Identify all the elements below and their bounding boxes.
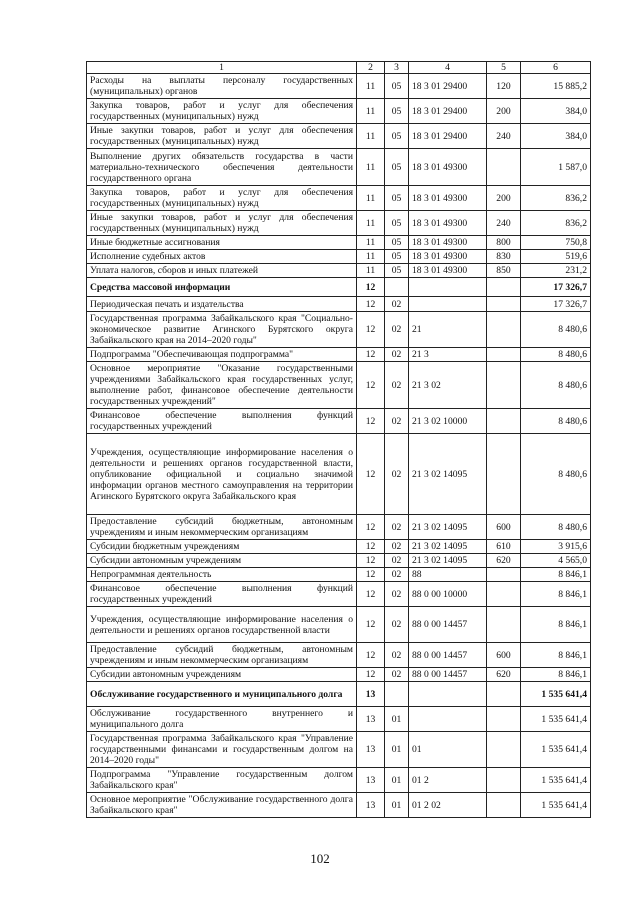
row-section: 11 — [357, 149, 385, 186]
header-cell: 3 — [385, 62, 409, 74]
header-row — [87, 62, 591, 74]
row-target-article: 21 3 — [409, 348, 487, 362]
row-amount: 17 326,7 — [521, 297, 591, 312]
row-section: 11 — [357, 236, 385, 250]
table-row — [87, 568, 591, 582]
row-subsection: 02 — [385, 297, 409, 312]
row-section: 12 — [357, 312, 385, 348]
row-amount: 1 587,0 — [521, 149, 591, 186]
row-name: Субсидии автономным учреждениям — [87, 668, 357, 682]
row-expense-type: 600 — [487, 643, 521, 668]
row-expense-type — [487, 434, 521, 515]
row-amount: 231,2 — [521, 264, 591, 278]
table-row — [87, 732, 591, 768]
row-name: Закупка товаров, работ и услуг для обеспечения государственных (муниципальных) нужд — [87, 186, 357, 211]
row-subsection: 01 — [385, 768, 409, 793]
row-name: Обслуживание государственного и муниципального долга — [87, 682, 357, 707]
row-target-article: 88 0 00 14457 — [409, 643, 487, 668]
row-name: Уплата налогов, сборов и иных платежей — [87, 264, 357, 278]
row-target-article: 18 3 01 29400 — [409, 74, 487, 99]
row-subsection — [385, 682, 409, 707]
row-expense-type — [487, 707, 521, 732]
row-name: Иные закупки товаров, работ и услуг для обеспечения государственных (муниципальных) нужд — [87, 124, 357, 149]
row-target-article — [409, 278, 487, 297]
row-amount: 836,2 — [521, 211, 591, 236]
row-expense-type — [487, 409, 521, 434]
row-amount: 8 846,1 — [521, 582, 591, 607]
row-expense-type: 200 — [487, 186, 521, 211]
row-target-article: 18 3 01 49300 — [409, 149, 487, 186]
row-amount: 1 535 641,4 — [521, 682, 591, 707]
row-target-article: 21 — [409, 312, 487, 348]
header-cell: 6 — [521, 62, 591, 74]
row-expense-type — [487, 297, 521, 312]
row-amount: 1 535 641,4 — [521, 732, 591, 768]
row-expense-type: 800 — [487, 236, 521, 250]
row-target-article: 18 3 01 29400 — [409, 124, 487, 149]
row-amount: 3 915,6 — [521, 540, 591, 554]
row-expense-type — [487, 607, 521, 643]
row-name: Иные закупки товаров, работ и услуг для обеспечения государственных (муниципальных) нужд — [87, 211, 357, 236]
row-section: 11 — [357, 124, 385, 149]
row-subsection: 05 — [385, 149, 409, 186]
row-subsection: 02 — [385, 409, 409, 434]
row-expense-type — [487, 312, 521, 348]
row-target-article: 18 3 01 49300 — [409, 236, 487, 250]
row-name: Учреждения, осуществляющие информирование населения о деятельности и решениях органов государственной власти — [87, 607, 357, 643]
row-target-article: 01 2 02 — [409, 793, 487, 818]
row-target-article: 88 0 00 14457 — [409, 668, 487, 682]
row-subsection: 02 — [385, 668, 409, 682]
row-name: Учреждения, осуществляющие информирование населения о деятельности и решениях органов государственной власти, опубликование официальной и социально значимой информации органов местного самоуправления на территории Агинского Бурятского округа Забайкальского края — [87, 434, 357, 515]
table-row — [87, 250, 591, 264]
table-row — [87, 793, 591, 818]
row-expense-type: 240 — [487, 124, 521, 149]
row-target-article: 21 3 02 14095 — [409, 540, 487, 554]
row-name: Выполнение других обязательств государства в части материально-технического обеспечения деятельности государственного органа — [87, 149, 357, 186]
row-expense-type: 200 — [487, 99, 521, 124]
row-name: Периодическая печать и издательства — [87, 297, 357, 312]
row-name: Финансовое обеспечение выполнения функций государственных учреждений — [87, 582, 357, 607]
table-row — [87, 362, 591, 409]
row-subsection: 02 — [385, 312, 409, 348]
row-name: Подпрограмма "Управление государственным долгом Забайкальского края" — [87, 768, 357, 793]
row-target-article — [409, 297, 487, 312]
row-section: 12 — [357, 362, 385, 409]
table-row — [87, 149, 591, 186]
row-name: Государственная программа Забайкальского края "Социально-экономическое развитие Агинского Бурятского округа Забайкальского края на 2014–2020 годы" — [87, 312, 357, 348]
table-row — [87, 682, 591, 707]
table-row — [87, 74, 591, 99]
row-section: 12 — [357, 668, 385, 682]
row-target-article: 88 — [409, 568, 487, 582]
row-expense-type: 120 — [487, 74, 521, 99]
row-name: Исполнение судебных актов — [87, 250, 357, 264]
table-row — [87, 607, 591, 643]
table-row — [87, 312, 591, 348]
row-name: Субсидии бюджетным учреждениям — [87, 540, 357, 554]
row-name: Основное мероприятие "Оказание государственными учреждениями Забайкальского края государственных услуг, выполнение работ, финансовое обеспечение деятельности государственных учреждений" — [87, 362, 357, 409]
table-row — [87, 297, 591, 312]
row-expense-type: 620 — [487, 554, 521, 568]
page-number: 102 — [310, 851, 330, 866]
table-row — [87, 515, 591, 540]
row-section: 12 — [357, 607, 385, 643]
row-section: 13 — [357, 768, 385, 793]
row-section: 12 — [357, 568, 385, 582]
row-amount: 8 480,6 — [521, 409, 591, 434]
row-subsection: 05 — [385, 99, 409, 124]
header-cell: 1 — [87, 62, 357, 74]
table-row — [87, 707, 591, 732]
row-amount: 1 535 641,4 — [521, 793, 591, 818]
row-name: Обслуживание государственного внутреннего и муниципального долга — [87, 707, 357, 732]
row-name: Основное мероприятие "Обслуживание государственного долга Забайкальского края" — [87, 793, 357, 818]
header-cell: 5 — [487, 62, 521, 74]
row-section: 13 — [357, 707, 385, 732]
row-amount: 8 846,1 — [521, 643, 591, 668]
row-target-article: 21 3 02 10000 — [409, 409, 487, 434]
row-section: 12 — [357, 297, 385, 312]
table-row — [87, 540, 591, 554]
table-row — [87, 554, 591, 568]
table-row — [87, 768, 591, 793]
row-target-article: 18 3 01 29400 — [409, 99, 487, 124]
row-name: Средства массовой информации — [87, 278, 357, 297]
row-amount: 836,2 — [521, 186, 591, 211]
row-expense-type — [487, 149, 521, 186]
row-target-article: 88 0 00 10000 — [409, 582, 487, 607]
row-amount: 8 846,1 — [521, 668, 591, 682]
row-amount: 1 535 641,4 — [521, 768, 591, 793]
row-amount: 1 535 641,4 — [521, 707, 591, 732]
row-name: Подпрограмма "Обеспечивающая подпрограмма" — [87, 348, 357, 362]
row-section: 11 — [357, 186, 385, 211]
row-subsection: 02 — [385, 568, 409, 582]
row-amount: 519,6 — [521, 250, 591, 264]
row-target-article — [409, 682, 487, 707]
row-amount: 4 565,0 — [521, 554, 591, 568]
table-row — [87, 278, 591, 297]
table-row — [87, 434, 591, 515]
row-target-article: 21 3 02 — [409, 362, 487, 409]
row-amount: 17 326,7 — [521, 278, 591, 297]
row-target-article: 88 0 00 14457 — [409, 607, 487, 643]
row-section: 11 — [357, 264, 385, 278]
row-expense-type — [487, 348, 521, 362]
row-expense-type: 610 — [487, 540, 521, 554]
row-section: 11 — [357, 99, 385, 124]
row-amount: 8 480,6 — [521, 348, 591, 362]
row-subsection: 02 — [385, 362, 409, 409]
row-amount: 750,8 — [521, 236, 591, 250]
row-expense-type: 240 — [487, 211, 521, 236]
row-name: Закупка товаров, работ и услуг для обеспечения государственных (муниципальных) нужд — [87, 99, 357, 124]
row-subsection: 02 — [385, 643, 409, 668]
row-amount: 8 480,6 — [521, 434, 591, 515]
row-expense-type: 850 — [487, 264, 521, 278]
row-section: 13 — [357, 732, 385, 768]
row-subsection: 01 — [385, 732, 409, 768]
row-expense-type — [487, 278, 521, 297]
row-name: Субсидии автономным учреждениям — [87, 554, 357, 568]
row-subsection: 02 — [385, 515, 409, 540]
row-amount: 384,0 — [521, 124, 591, 149]
row-section: 12 — [357, 434, 385, 515]
row-target-article: 18 3 01 49300 — [409, 250, 487, 264]
row-expense-type: 830 — [487, 250, 521, 264]
row-name: Предоставление субсидий бюджетным, автономным учреждениям и иным некоммерческим организациям — [87, 643, 357, 668]
row-subsection: 05 — [385, 74, 409, 99]
row-target-article — [409, 707, 487, 732]
table-row — [87, 124, 591, 149]
row-subsection — [385, 278, 409, 297]
row-subsection: 05 — [385, 264, 409, 278]
row-subsection: 05 — [385, 186, 409, 211]
row-subsection: 05 — [385, 250, 409, 264]
row-section: 12 — [357, 278, 385, 297]
row-name: Финансовое обеспечение выполнения функций государственных учреждений — [87, 409, 357, 434]
row-section: 12 — [357, 554, 385, 568]
row-subsection: 01 — [385, 707, 409, 732]
row-section: 13 — [357, 793, 385, 818]
row-subsection: 05 — [385, 236, 409, 250]
row-amount: 8 846,1 — [521, 568, 591, 582]
row-amount: 384,0 — [521, 99, 591, 124]
row-target-article: 21 3 02 14095 — [409, 554, 487, 568]
row-expense-type — [487, 582, 521, 607]
row-name: Государственная программа Забайкальского края "Управление государственными финансами и государственным долгом на 2014–2020 годы" — [87, 732, 357, 768]
row-target-article: 21 3 02 14095 — [409, 515, 487, 540]
row-amount: 8 480,6 — [521, 515, 591, 540]
row-amount: 15 885,2 — [521, 74, 591, 99]
table-row — [87, 236, 591, 250]
row-target-article: 01 2 — [409, 768, 487, 793]
row-section: 12 — [357, 348, 385, 362]
budget-table — [86, 61, 591, 818]
row-section: 12 — [357, 582, 385, 607]
row-section: 11 — [357, 250, 385, 264]
row-expense-type — [487, 362, 521, 409]
row-amount: 8 480,6 — [521, 312, 591, 348]
table-row — [87, 348, 591, 362]
row-target-article: 01 — [409, 732, 487, 768]
row-expense-type — [487, 732, 521, 768]
table-row — [87, 668, 591, 682]
row-section: 11 — [357, 211, 385, 236]
row-section: 12 — [357, 643, 385, 668]
table-row — [87, 643, 591, 668]
row-subsection: 02 — [385, 434, 409, 515]
row-expense-type — [487, 768, 521, 793]
header-cell: 2 — [357, 62, 385, 74]
header-cell: 4 — [409, 62, 487, 74]
row-expense-type: 600 — [487, 515, 521, 540]
table-row — [87, 211, 591, 236]
row-name: Иные бюджетные ассигнования — [87, 236, 357, 250]
table-row — [87, 409, 591, 434]
row-section: 12 — [357, 515, 385, 540]
table-row — [87, 186, 591, 211]
row-expense-type — [487, 793, 521, 818]
row-name: Предоставление субсидий бюджетным, автономным учреждениям и иным некоммерческим организациям — [87, 515, 357, 540]
row-name: Непрограммная деятельность — [87, 568, 357, 582]
row-target-article: 18 3 01 49300 — [409, 186, 487, 211]
row-subsection: 02 — [385, 540, 409, 554]
row-subsection: 05 — [385, 211, 409, 236]
table-row — [87, 582, 591, 607]
row-subsection: 05 — [385, 124, 409, 149]
row-target-article: 18 3 01 49300 — [409, 211, 487, 236]
row-subsection: 02 — [385, 348, 409, 362]
row-section: 11 — [357, 74, 385, 99]
row-expense-type — [487, 568, 521, 582]
table-row — [87, 99, 591, 124]
row-subsection: 02 — [385, 582, 409, 607]
row-subsection: 02 — [385, 607, 409, 643]
row-subsection: 01 — [385, 793, 409, 818]
row-amount: 8 480,6 — [521, 362, 591, 409]
row-section: 12 — [357, 409, 385, 434]
row-subsection: 02 — [385, 554, 409, 568]
row-amount: 8 846,1 — [521, 607, 591, 643]
row-expense-type: 620 — [487, 668, 521, 682]
row-name: Расходы на выплаты персоналу государственных (муниципальных) органов — [87, 74, 357, 99]
table-row — [87, 264, 591, 278]
row-section: 12 — [357, 540, 385, 554]
table-body — [87, 62, 591, 818]
row-target-article: 18 3 01 49300 — [409, 264, 487, 278]
row-section: 13 — [357, 682, 385, 707]
row-expense-type — [487, 682, 521, 707]
row-target-article: 21 3 02 14095 — [409, 434, 487, 515]
